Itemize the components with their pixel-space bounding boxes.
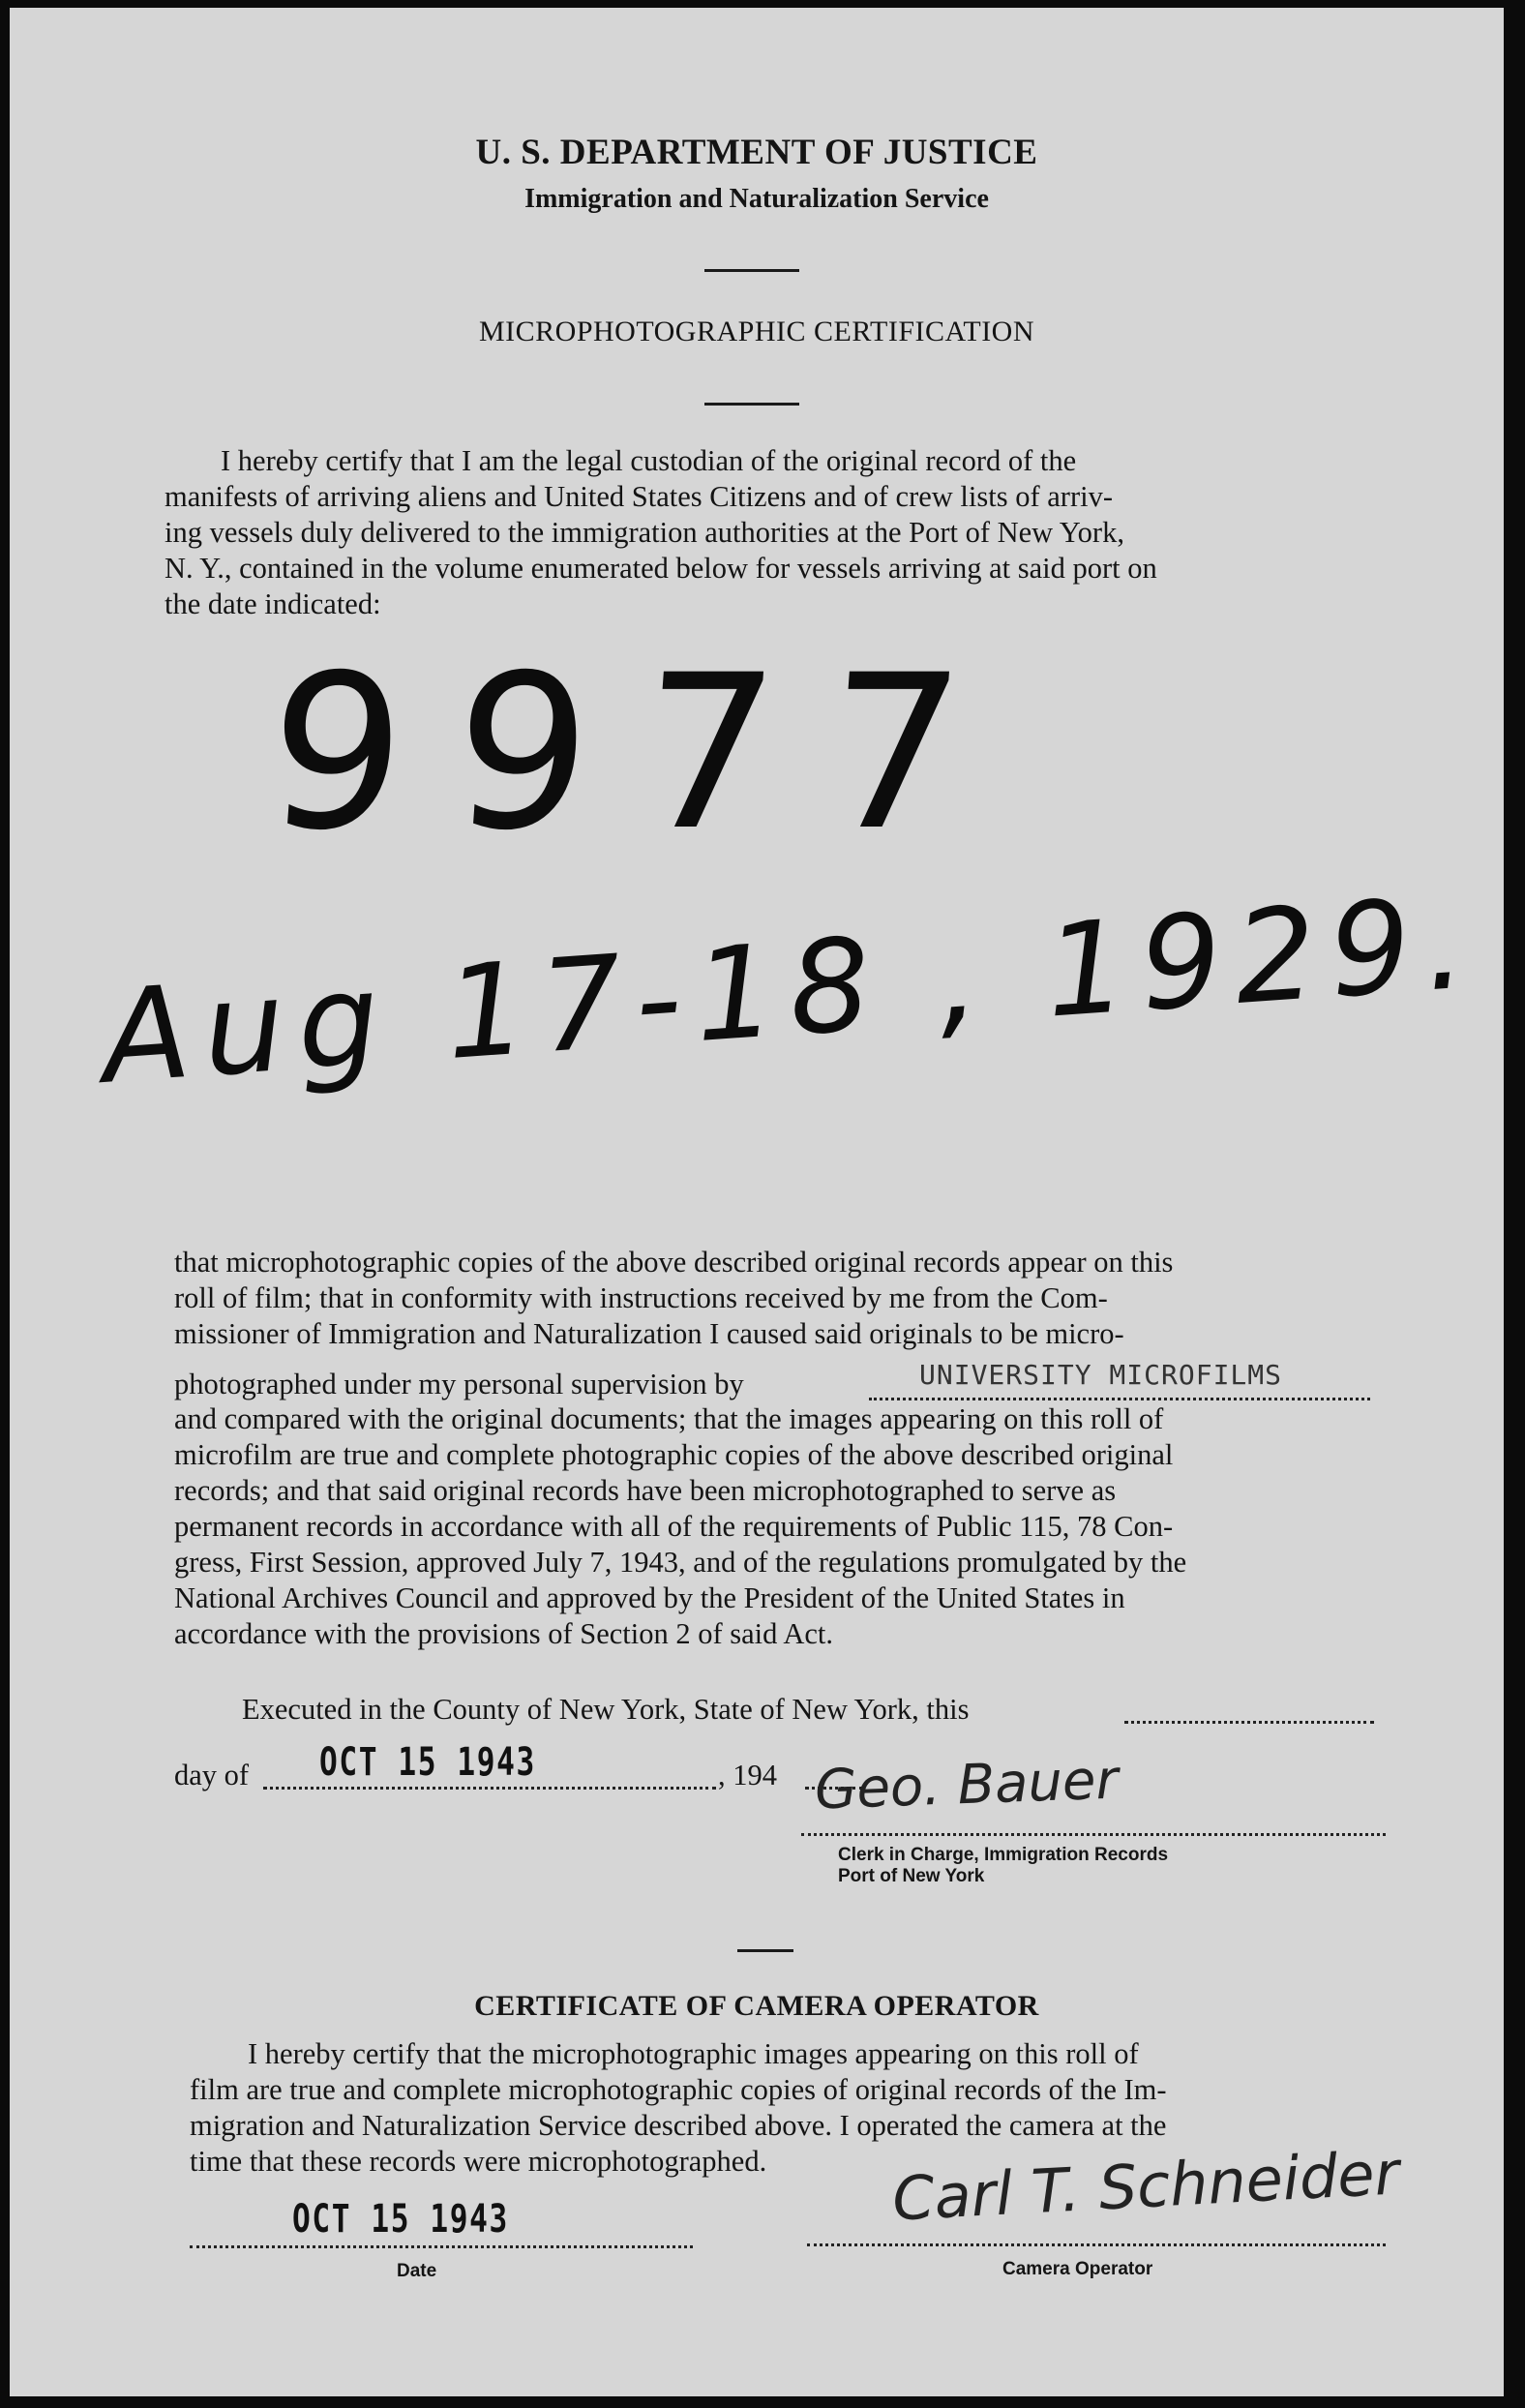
text-line: accordance with the provisions of Section 2 of said Act. (174, 1617, 833, 1650)
handwritten-arrival-date: Aug 17-18 , 1929. (97, 867, 1483, 1113)
certificate-sheet (10, 8, 1504, 2396)
text-line: National Archives Council and approved by the President of the United States in (174, 1581, 1125, 1614)
text-line: manifests of arriving aliens and United States Citizens and of crew lists of arriv- (164, 480, 1113, 513)
supervisor-dotted-line (869, 1398, 1370, 1400)
text-line: N. Y., contained in the volume enumerated below for vessels arriving at said port on (164, 552, 1157, 585)
camera-certificate-title: CERTIFICATE OF CAMERA OPERATOR (474, 1990, 1039, 2022)
operator-signature: Carl T. Schneider (890, 2137, 1401, 2235)
text-line: and compared with the original documents; that the images appearing on this roll of (174, 1402, 1164, 1435)
text-line: records; and that said original records have been microphotographed to serve as (174, 1474, 1117, 1507)
text-line: I hereby certify that I am the legal custodian of the original record of the (221, 444, 1077, 477)
divider (737, 1949, 793, 1952)
text-line: ing vessels duly delivered to the immigration authorities at the Port of New York, (164, 516, 1124, 549)
divider (704, 269, 799, 272)
day-of-line (174, 1740, 871, 1798)
supervision-prefix: photographed under my personal supervision by (174, 1368, 744, 1400)
divider (704, 403, 799, 406)
body-paragraph-a (174, 1245, 1374, 1352)
text-line: missioner of Immigration and Naturalization I caused said originals to be micro- (174, 1317, 1124, 1350)
clerk-title (838, 1845, 1168, 1887)
supervisor-stamp: UNIVERSITY MICROFILMS (919, 1359, 1283, 1391)
clerk-title-line: Clerk in Charge, Immigration Records (838, 1845, 1169, 1865)
year-prefix: , 194 (718, 1759, 777, 1791)
camera-date-line (190, 2245, 693, 2248)
executed-text: Executed in the County of New York, State of New York, this (242, 1693, 970, 1726)
clerk-signature: Geo. Bauer (813, 1748, 1120, 1822)
executed-line (242, 1692, 1374, 1734)
supervision-line (174, 1359, 1374, 1405)
department-heading: U. S. DEPARTMENT OF JUSTICE (475, 133, 1038, 172)
text-line: permanent records in accordance with all of the requirements of Public 115, 78 Con- (174, 1510, 1174, 1543)
body-paragraph-b (174, 1401, 1374, 1652)
text-line: film are true and complete microphotographic copies of original records of the Im- (190, 2073, 1167, 2106)
date-label: Date (397, 2261, 437, 2281)
clerk-title-line: Port of New York (838, 1866, 985, 1886)
clerk-signature-line (801, 1833, 1386, 1836)
day-dotted-line (263, 1787, 716, 1790)
camera-date-stamp: OCT 15 1943 (292, 2197, 509, 2242)
operator-signature-line (807, 2243, 1386, 2246)
text-line: time that these records were microphotographed. (190, 2145, 767, 2178)
text-line: microfilm are true and complete photographic copies of the above described original (174, 1438, 1174, 1471)
text-line: the date indicated: (164, 587, 381, 620)
text-line: I hereby certify that the microphotographic images appearing on this roll of (248, 2037, 1139, 2070)
executed-dotted-line (1124, 1721, 1374, 1724)
intro-paragraph (164, 443, 1364, 622)
service-subheading: Immigration and Naturalization Service (524, 184, 989, 214)
day-of-label: day of (174, 1759, 250, 1791)
text-line: that microphotographic copies of the above described original records appear on this (174, 1246, 1174, 1279)
text-line: gress, First Session, approved July 7, 1943, and of the regulations promulgated by the (174, 1546, 1187, 1579)
text-line: roll of film; that in conformity with instructions received by me from the Com- (174, 1281, 1108, 1314)
certification-title: MICROPHOTOGRAPHIC CERTIFICATION (478, 316, 1035, 347)
text-line: migration and Naturalization Service described above. I operated the camera at the (190, 2109, 1167, 2142)
day-date-stamp: OCT 15 1943 (319, 1740, 536, 1785)
operator-label: Camera Operator (1002, 2259, 1153, 2279)
handwritten-volume-number: 9977 (260, 629, 1021, 877)
